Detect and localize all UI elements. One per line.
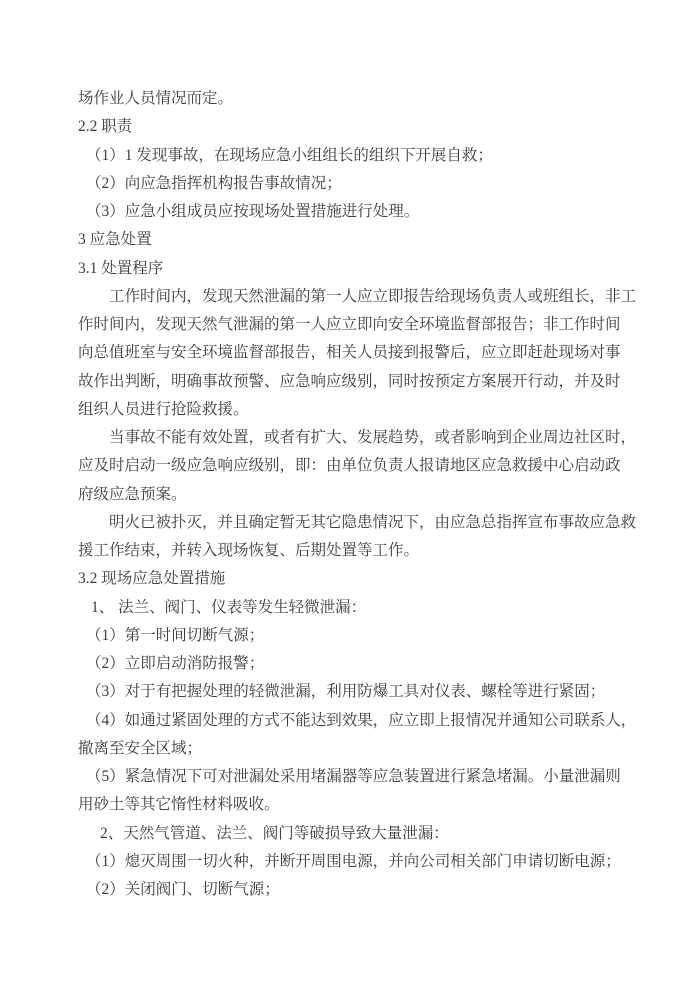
- text-line: 府级应急预案。: [78, 485, 187, 503]
- text-line: 2.2 职责: [78, 118, 133, 136]
- text-line: 向总值班室与安全环境监督部报告，相关人员接到报警后，应立即赶赴现场对事: [78, 344, 621, 362]
- text-line: 1、 法兰、阀门、仪表等发生轻微泄漏：: [91, 598, 367, 616]
- text-line: 3.1 处置程序: [78, 259, 164, 277]
- text-line: （3）对于有把握处理的轻微泄漏，利用防爆工具对仪表、螺栓等进行紧固；: [86, 683, 606, 701]
- text-line: 撤离至安全区域；: [78, 739, 203, 757]
- text-line: 用砂土等其它惰性材料吸收。: [78, 796, 280, 814]
- text-line: （2）向应急指挥机构报告事故情况；: [86, 174, 342, 192]
- text-line: （1）熄灭周围一切火种，并断开周围电源，并向公司相关部门申请切断电源；: [86, 852, 621, 870]
- text-line: （3）应急小组成员应按现场处置措施进行处理。: [86, 203, 420, 220]
- text-line: 援工作结束，并转入现场恢复、后期处置等工作。: [78, 542, 420, 559]
- text-line: 组织人员进行抢险救援。: [78, 400, 249, 418]
- text-line: 3.2 现场应急处置措施: [78, 570, 226, 588]
- text-line: 2、天然气管道、法兰、阀门等破损导致大量泄漏：: [100, 824, 449, 842]
- text-line: 工作时间内，发现天然泄漏的第一人应立即报告给现场负责人或班组长，非工: [109, 287, 637, 305]
- text-line: 场作业人员情况而定。: [78, 90, 234, 107]
- text-line: 当事故不能有效处置，或者有扩大、发展趋势，或者影响到企业周边社区时，: [109, 429, 637, 446]
- text-line: 明火已被扑灭，并且确定暂无其它隐患情况下，由应急总指挥宣布事故应急救: [109, 513, 637, 531]
- text-line: 3 应急处置: [78, 231, 152, 249]
- text-line: 应及时启动一级应急响应级别，即：由单位负责人报请地区应急救援中心启动政: [78, 457, 621, 475]
- text-line: （5）紧急情况下可对泄漏处采用堵漏器等应急装置进行紧急堵漏。小量泄漏则: [86, 768, 621, 785]
- text-line: 作时间内，发现天然气泄漏的第一人应立即向安全环境监督部报告；非工作时间: [78, 316, 621, 333]
- text-line: （2）立即启动消防报警；: [86, 655, 265, 672]
- document-body: [78, 85, 638, 904]
- text-line: （4）如通过紧固处理的方式不能达到效果，应立即上报情况并通知公司联系人，: [86, 711, 637, 729]
- text-line: 故作出判断，明确事故预警、应急响应级别，同时按预定方案展开行动，并及时: [78, 372, 621, 390]
- text-line: （2）关闭阀门、切断气源；: [86, 881, 280, 898]
- text-line: （1）第一时间切断气源；: [86, 626, 265, 644]
- text-line: （1）1 发现事故，在现场应急小组组长的组织下开展自救；: [86, 146, 493, 164]
